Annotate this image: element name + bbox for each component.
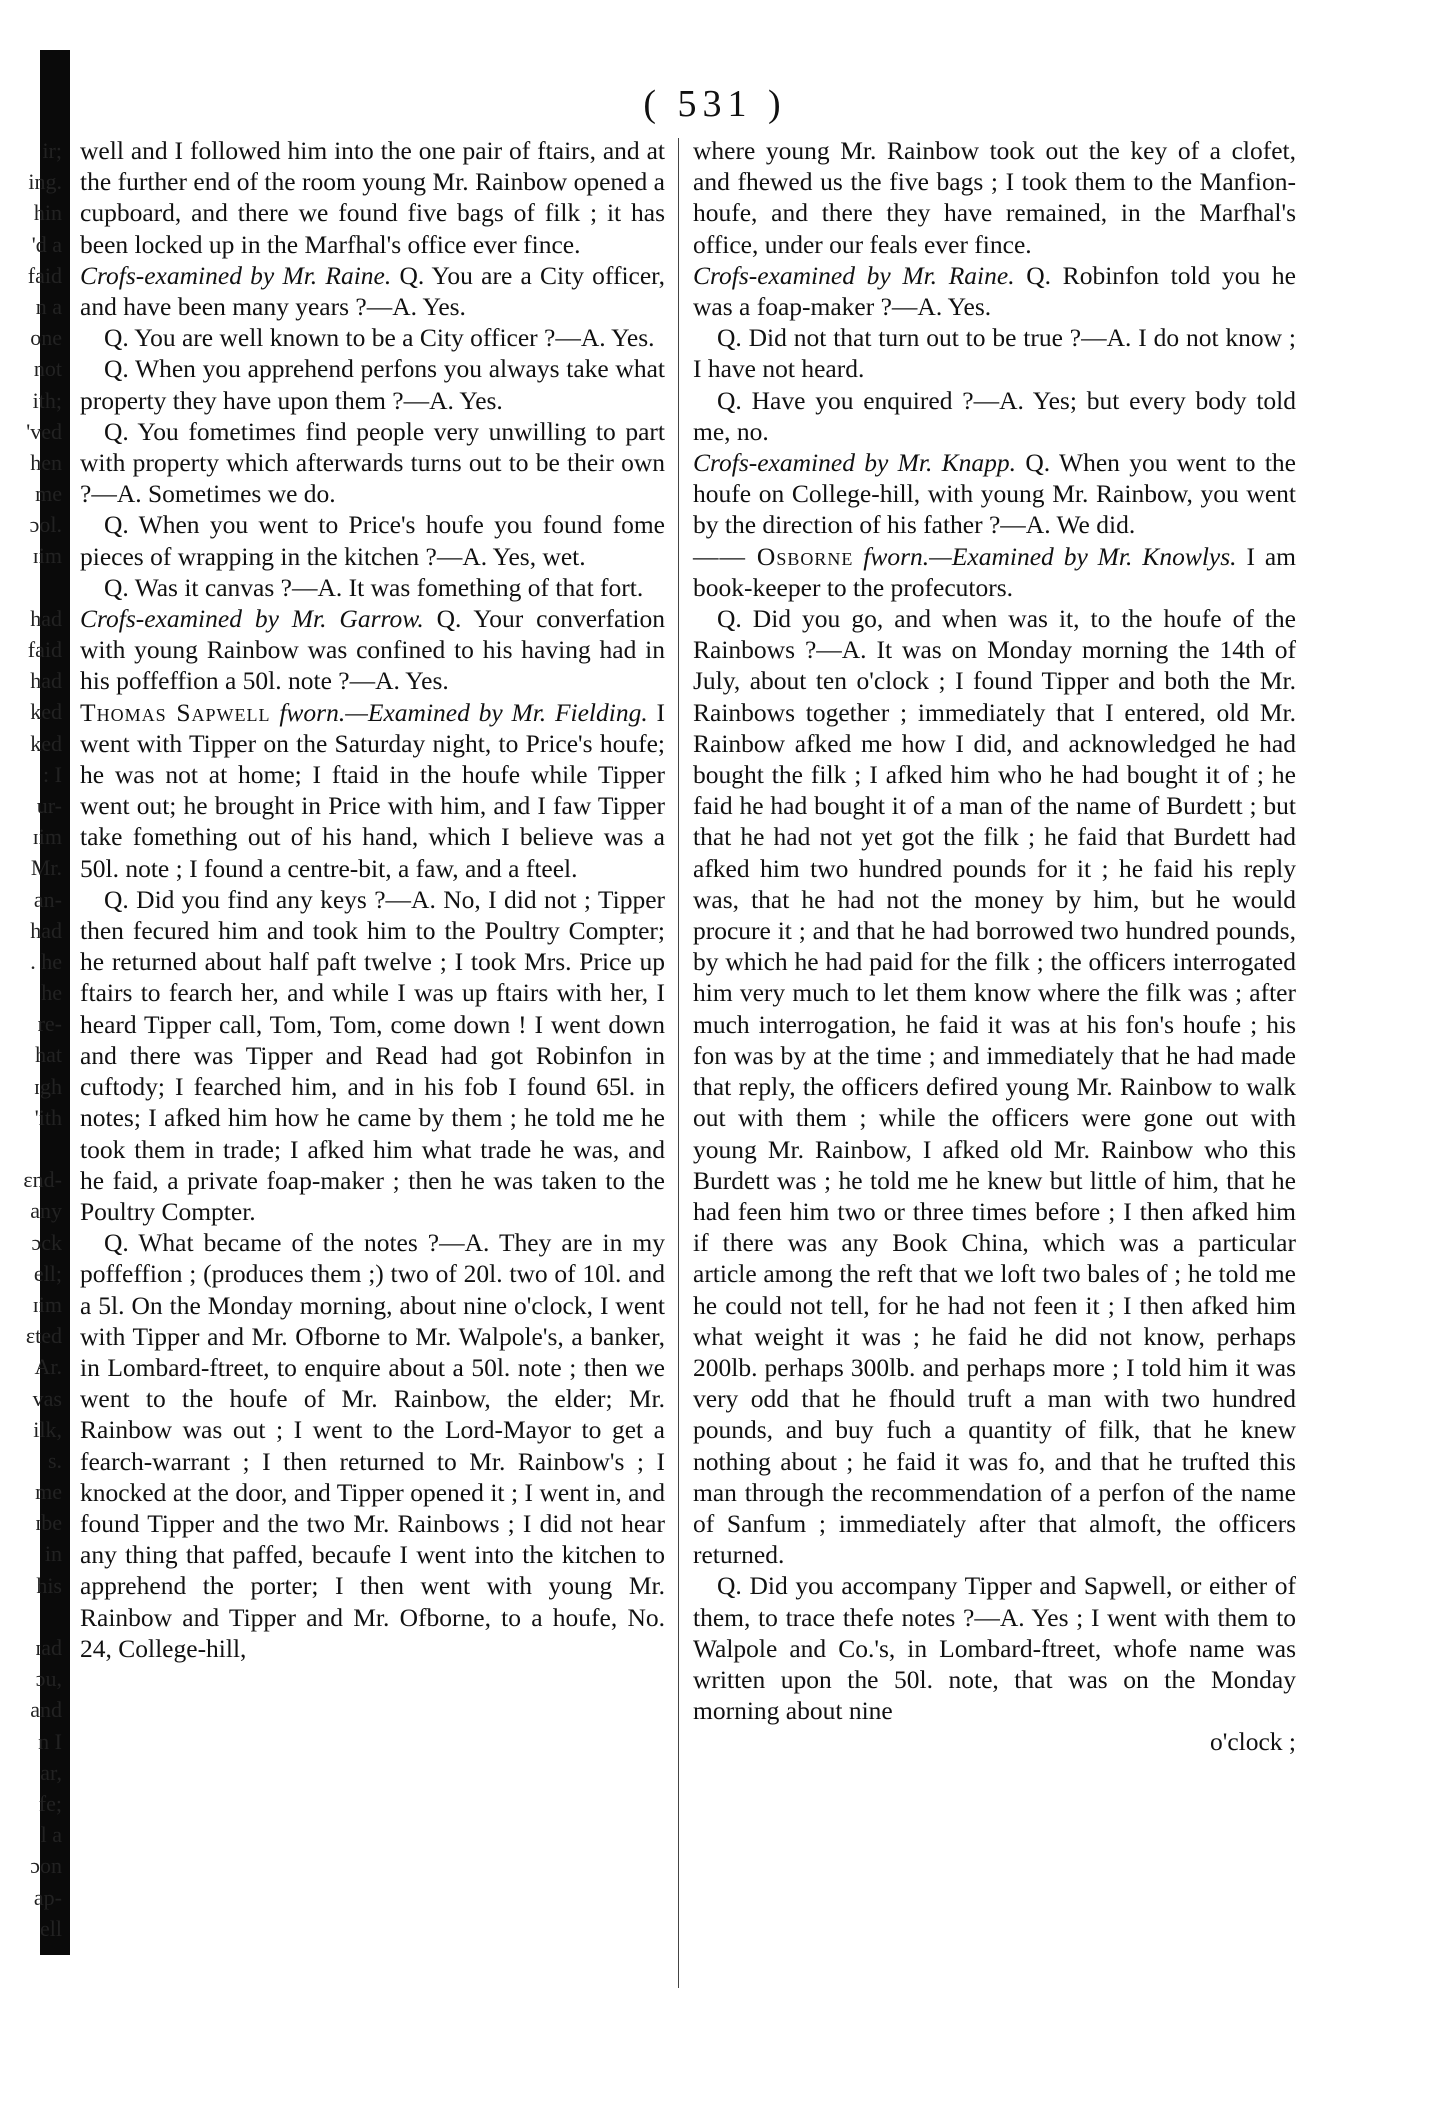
- paragraph-text: where young Mr. Rainbow took out the key of a clofet, and fhewed us the five bags ; I took them to the Manfion-houfe, and there they have remained, in the Marfhal's office, under our feals ever fince.: [693, 136, 1296, 259]
- paragraph-text: Q. Did you accompany Tipper and Sapwell, or either of them, to trace thefe notes ?—A. Yes ; I went with them to Walpole and Co.'s, in Lombard-ftreet, whofe name was written upon the 50l. note, that was on the Monday morning about nine: [693, 1571, 1296, 1726]
- margin-fragment: not: [33, 356, 62, 382]
- margin-fragment: fe;: [38, 1790, 62, 1816]
- examination-heading: Crofs-examined by Mr. Garrow.: [80, 604, 424, 634]
- margin-fragment: ir;: [42, 138, 62, 163]
- paragraph-text: I am book-keeper to the profecutors.: [693, 541, 1297, 602]
- margin-fragment: ell;: [33, 1260, 62, 1286]
- margin-fragment: ur-: [36, 792, 62, 818]
- paragraph-text: Q. Your converfation with young Rainbow was confined to his having had in his poffeffion a 50l. note ?—A. Yes.: [80, 604, 665, 696]
- margin-fragment: ɪbe: [35, 1510, 62, 1536]
- adjacent-page-margin: [0, 135, 62, 1995]
- paragraph: [693, 260, 1296, 322]
- margin-fragment: ɔck: [31, 1229, 62, 1255]
- paragraph: [693, 135, 1296, 260]
- margin-fragment: ked: [30, 730, 62, 756]
- margin-fragment: me: [35, 481, 62, 507]
- margin-fragment: re-: [37, 1011, 62, 1037]
- paragraph-text: Q. You are a City officer, and have been many years ?—A. Yes.: [80, 260, 666, 322]
- margin-fragment: ing.: [28, 169, 62, 195]
- paragraph: [80, 416, 665, 510]
- paragraph: [80, 884, 665, 1227]
- margin-fragment: and: [30, 1697, 62, 1723]
- margin-fragment: faid: [27, 637, 62, 662]
- paragraph: [693, 1726, 1296, 1757]
- paragraph: [80, 572, 665, 603]
- margin-fragment: ell: [40, 1915, 62, 1941]
- witness-name: —— Osborne: [693, 541, 854, 571]
- paragraph: [693, 447, 1296, 541]
- margin-fragment: hen: [30, 449, 62, 475]
- margin-fragment: ɛnd-: [23, 1167, 62, 1193]
- examination-heading: fworn.—Examined by Mr. Knowlys.: [863, 541, 1237, 571]
- paragraph: [80, 697, 665, 884]
- margin-fragment: had: [30, 917, 62, 943]
- paragraph-text: o'clock ;: [1209, 1727, 1296, 1757]
- examination-heading: fworn.—Examined by Mr. Fielding.: [279, 697, 648, 727]
- paragraph: [80, 260, 665, 322]
- paragraph-text: Q. When you went to the houfe on College-hill, with young Mr. Rainbow, you went by the direction of his father ?—A. We did.: [693, 448, 1297, 540]
- margin-fragment: Mr.: [30, 855, 62, 881]
- paragraph-text: Q. Did not that turn out to be true ?—A. I do not know ; I have not heard.: [693, 323, 1296, 384]
- margin-fragment: one: [30, 325, 62, 351]
- paragraph-text: Q. Did you find any keys ?—A. No, I did not ; Tipper then fecured him and took him to the Poultry Compter; he returned about half paft twelve ; I took Mrs. Price up ftairs to fearch her, and while I was up ftairs with her, I heard Tipper call, Tom, Tom, come down ! I went down and there was Tipper and Read had got Robinfon in cuftody; I fearched him, and in his fob I found 65l. in notes; I afked him how he came by them ; he told me he took them in trade; I afked him what trade he was, and he faid, a private foap-maker ; then he was taken to the Poultry Compter.: [80, 884, 665, 1226]
- margin-fragment: ɔol.: [29, 512, 62, 538]
- margin-fragment: an-: [33, 886, 62, 912]
- margin-fragment: faid: [27, 262, 62, 288]
- margin-fragment: [0, 1133, 62, 1164]
- paragraph: [80, 322, 665, 353]
- margin-fragment: ɪgh: [33, 1073, 62, 1099]
- paragraph: [80, 353, 665, 415]
- margin-fragment: ap-: [33, 1884, 62, 1910]
- page-number: ( 531 ): [643, 83, 787, 125]
- margin-fragment: had: [30, 668, 62, 694]
- margin-fragment: ɪad: [35, 1635, 62, 1660]
- examination-heading: Crofs-examined by Mr. Raine.: [80, 260, 392, 290]
- paragraph-text: Q. When you apprehend perfons you always take what property they have upon them ?—A. Yes.: [80, 354, 665, 415]
- paragraph-text: Q. Have you enquired ?—A. Yes; but every body told me, no.: [693, 385, 1296, 446]
- margin-fragment: his: [36, 1572, 62, 1598]
- paragraph: [693, 1570, 1296, 1726]
- paragraph-text: Q. What became of the notes ?—A. They are in my poffeffion ; (produces them ;) two of 20l. two of 10l. and a 5l. On the Monday morning, about nine o'clock, I went with Tipper and Mr. Ofborne to Mr. Walpole's, a banker, in Lombard-ftreet, to enquire about a 50l. note ; then we went to the houfe of Mr. Rainbow, the elder; Mr. Rainbow was out ; I went to the Lord-Mayor to get a fearch-warrant ; I then returned to Mr. Rainbow's ; I knocked at the door, and Tipper opened it ; I went in, and found Tipper and the two Mr. Rainbows ; I did not hear any thing that paffed, becaufe I went into the kitchen to apprehend the porter; I then went with young Mr. Rainbow and Tipper and Mr. Ofborne, to a houfe, No. 24, College-hill,: [80, 1228, 665, 1663]
- margin-fragment: ɔu,: [35, 1666, 62, 1692]
- paragraph-text: I went with Tipper on the Saturday night, to Price's houfe; he was not at home; I ftaid in the houfe while Tipper went out; he brought in Price with him, and I faw Tipper take fomething out of his hand, which I believe was a 50l. note ; I found a centre-bit, a faw, and a fteel.: [80, 697, 665, 883]
- paragraph-text: Q. You are well known to be a City officer ?—A. Yes.: [104, 323, 655, 353]
- margin-fragment: me: [35, 1479, 62, 1505]
- margin-fragment: n a: [35, 293, 62, 319]
- margin-fragment: he: [41, 980, 62, 1006]
- margin-fragment: ked: [30, 699, 62, 725]
- margin-fragment: ar,: [40, 1759, 62, 1785]
- margin-fragment: ilk,: [33, 1416, 62, 1442]
- margin-fragment: ɪim: [32, 824, 62, 850]
- column-divider: [678, 138, 679, 1988]
- margin-fragment: in: [44, 1541, 62, 1567]
- paragraph-text: Q. Did you go, and when was it, to the houfe of the Rainbows ?—A. It was on Monday morning the 14th of July, about ten o'clock ; I found Tipper and both the Mr. Rainbows together ; immediately that I entered, old Mr. Rainbow afked me how I did, and acknowledged he had bought the filk ; I afked him who he had bought it of ; he faid he had bought it of a man of the name of Burdett ; but that he had not yet got the filk ; he faid that Burdett had afked him two hundred pounds for it ; he faid his reply was, that he had not the money by him, but he would procure it ; and that he had borrowed two hundred pounds, by which he had paid for the filk ; the officers interrogated him very much to let them know where the filk was ; after much interrogation, he faid it was at his fon's houfe ; his fon was by at the time ; and immediately that he had made that reply, the officers defired young Mr. Rainbow to walk out with them ; while the officers were gone out with young Mr. Rainbow, I afked old Mr. Rainbow who this Burdett was ; he told me he knew but little of him, that he had feen him two or three times before ; I then afked him if there was any Book China, which was a particular article among the reft that we loft two bales of ; he told me he could not tell, for he had not feen it ; I then afked him what weight it was ; he faid he did not know, perhaps 200lb. perhaps 300lb. and perhaps more ; I told him it was very odd that he fhould truft a man with two hundred pounds, and buy fuch a quantity of filk, that he knew nothing about ; he faid it was fo, and that he trufted this man through the recommendation of a perfon of the name of Sanfum ; immediately after that almoft, the officers returned.: [693, 604, 1296, 1570]
- margin-fragment: 'd a: [31, 231, 62, 257]
- paragraph: [80, 509, 665, 571]
- margin-fragment: had: [30, 605, 62, 631]
- paragraph-text: Q. You fometimes find people very unwilling to part with property which afterwards turns out to be their own ?—A. Sometimes we do.: [80, 416, 665, 509]
- margin-fragment: hin: [33, 200, 62, 226]
- margin-fragment: 'ith: [34, 1104, 62, 1130]
- margin-fragment: l a: [40, 1822, 62, 1848]
- paragraph-text: Q. When you went to Price's houfe you found fome pieces of wrapping in the kitchen ?—A. Yes, wet.: [80, 510, 665, 571]
- paragraph-text: well and I followed him into the one pair of ftairs, and at the further end of the room young Mr. Rainbow opened a cupboard, and there we found five bags of filk ; it has been locked up in the Marfhal's office ever fince.: [80, 136, 665, 259]
- margin-fragment: : I: [43, 761, 62, 787]
- margin-fragment: hat: [35, 1042, 62, 1068]
- margin-fragment: Ar.: [34, 1354, 62, 1380]
- paragraph: [693, 385, 1296, 447]
- margin-fragment: n I: [38, 1728, 62, 1754]
- margin-fragment: vas: [32, 1385, 62, 1411]
- margin-fragment: ɛted: [25, 1323, 62, 1349]
- examination-heading: Crofs-examined by Mr. Raine.: [693, 260, 1015, 290]
- right-column: [693, 135, 1296, 1758]
- margin-fragment: [0, 572, 62, 603]
- paragraph-text: Q. Robinfon told you he was a foap-maker ?—A. Yes.: [693, 260, 1296, 322]
- margin-fragment: ith;: [32, 387, 62, 413]
- paragraph: [693, 322, 1296, 384]
- margin-fragment: s.: [47, 1447, 62, 1473]
- margin-fragment: ɪim: [32, 543, 62, 569]
- left-column: [80, 135, 665, 1664]
- paragraph-text: Q. Was it canvas ?—A. It was fomething of that fort.: [104, 572, 644, 602]
- margin-fragment: ɔon: [30, 1853, 62, 1879]
- witness-name: Thomas Sapwell: [80, 697, 271, 727]
- paragraph: [693, 603, 1296, 1570]
- margin-fragment: . he: [30, 948, 62, 974]
- margin-fragment: any: [30, 1198, 62, 1224]
- margin-fragment: ɪim: [32, 1291, 62, 1317]
- examination-heading: Crofs-examined by Mr. Knapp.: [693, 448, 1017, 478]
- paragraph: [80, 135, 665, 260]
- paragraph: [80, 1227, 665, 1664]
- paragraph: [693, 541, 1296, 603]
- margin-fragment: 'ved: [26, 418, 62, 444]
- paragraph: [80, 603, 665, 697]
- margin-fragment: [0, 1601, 62, 1632]
